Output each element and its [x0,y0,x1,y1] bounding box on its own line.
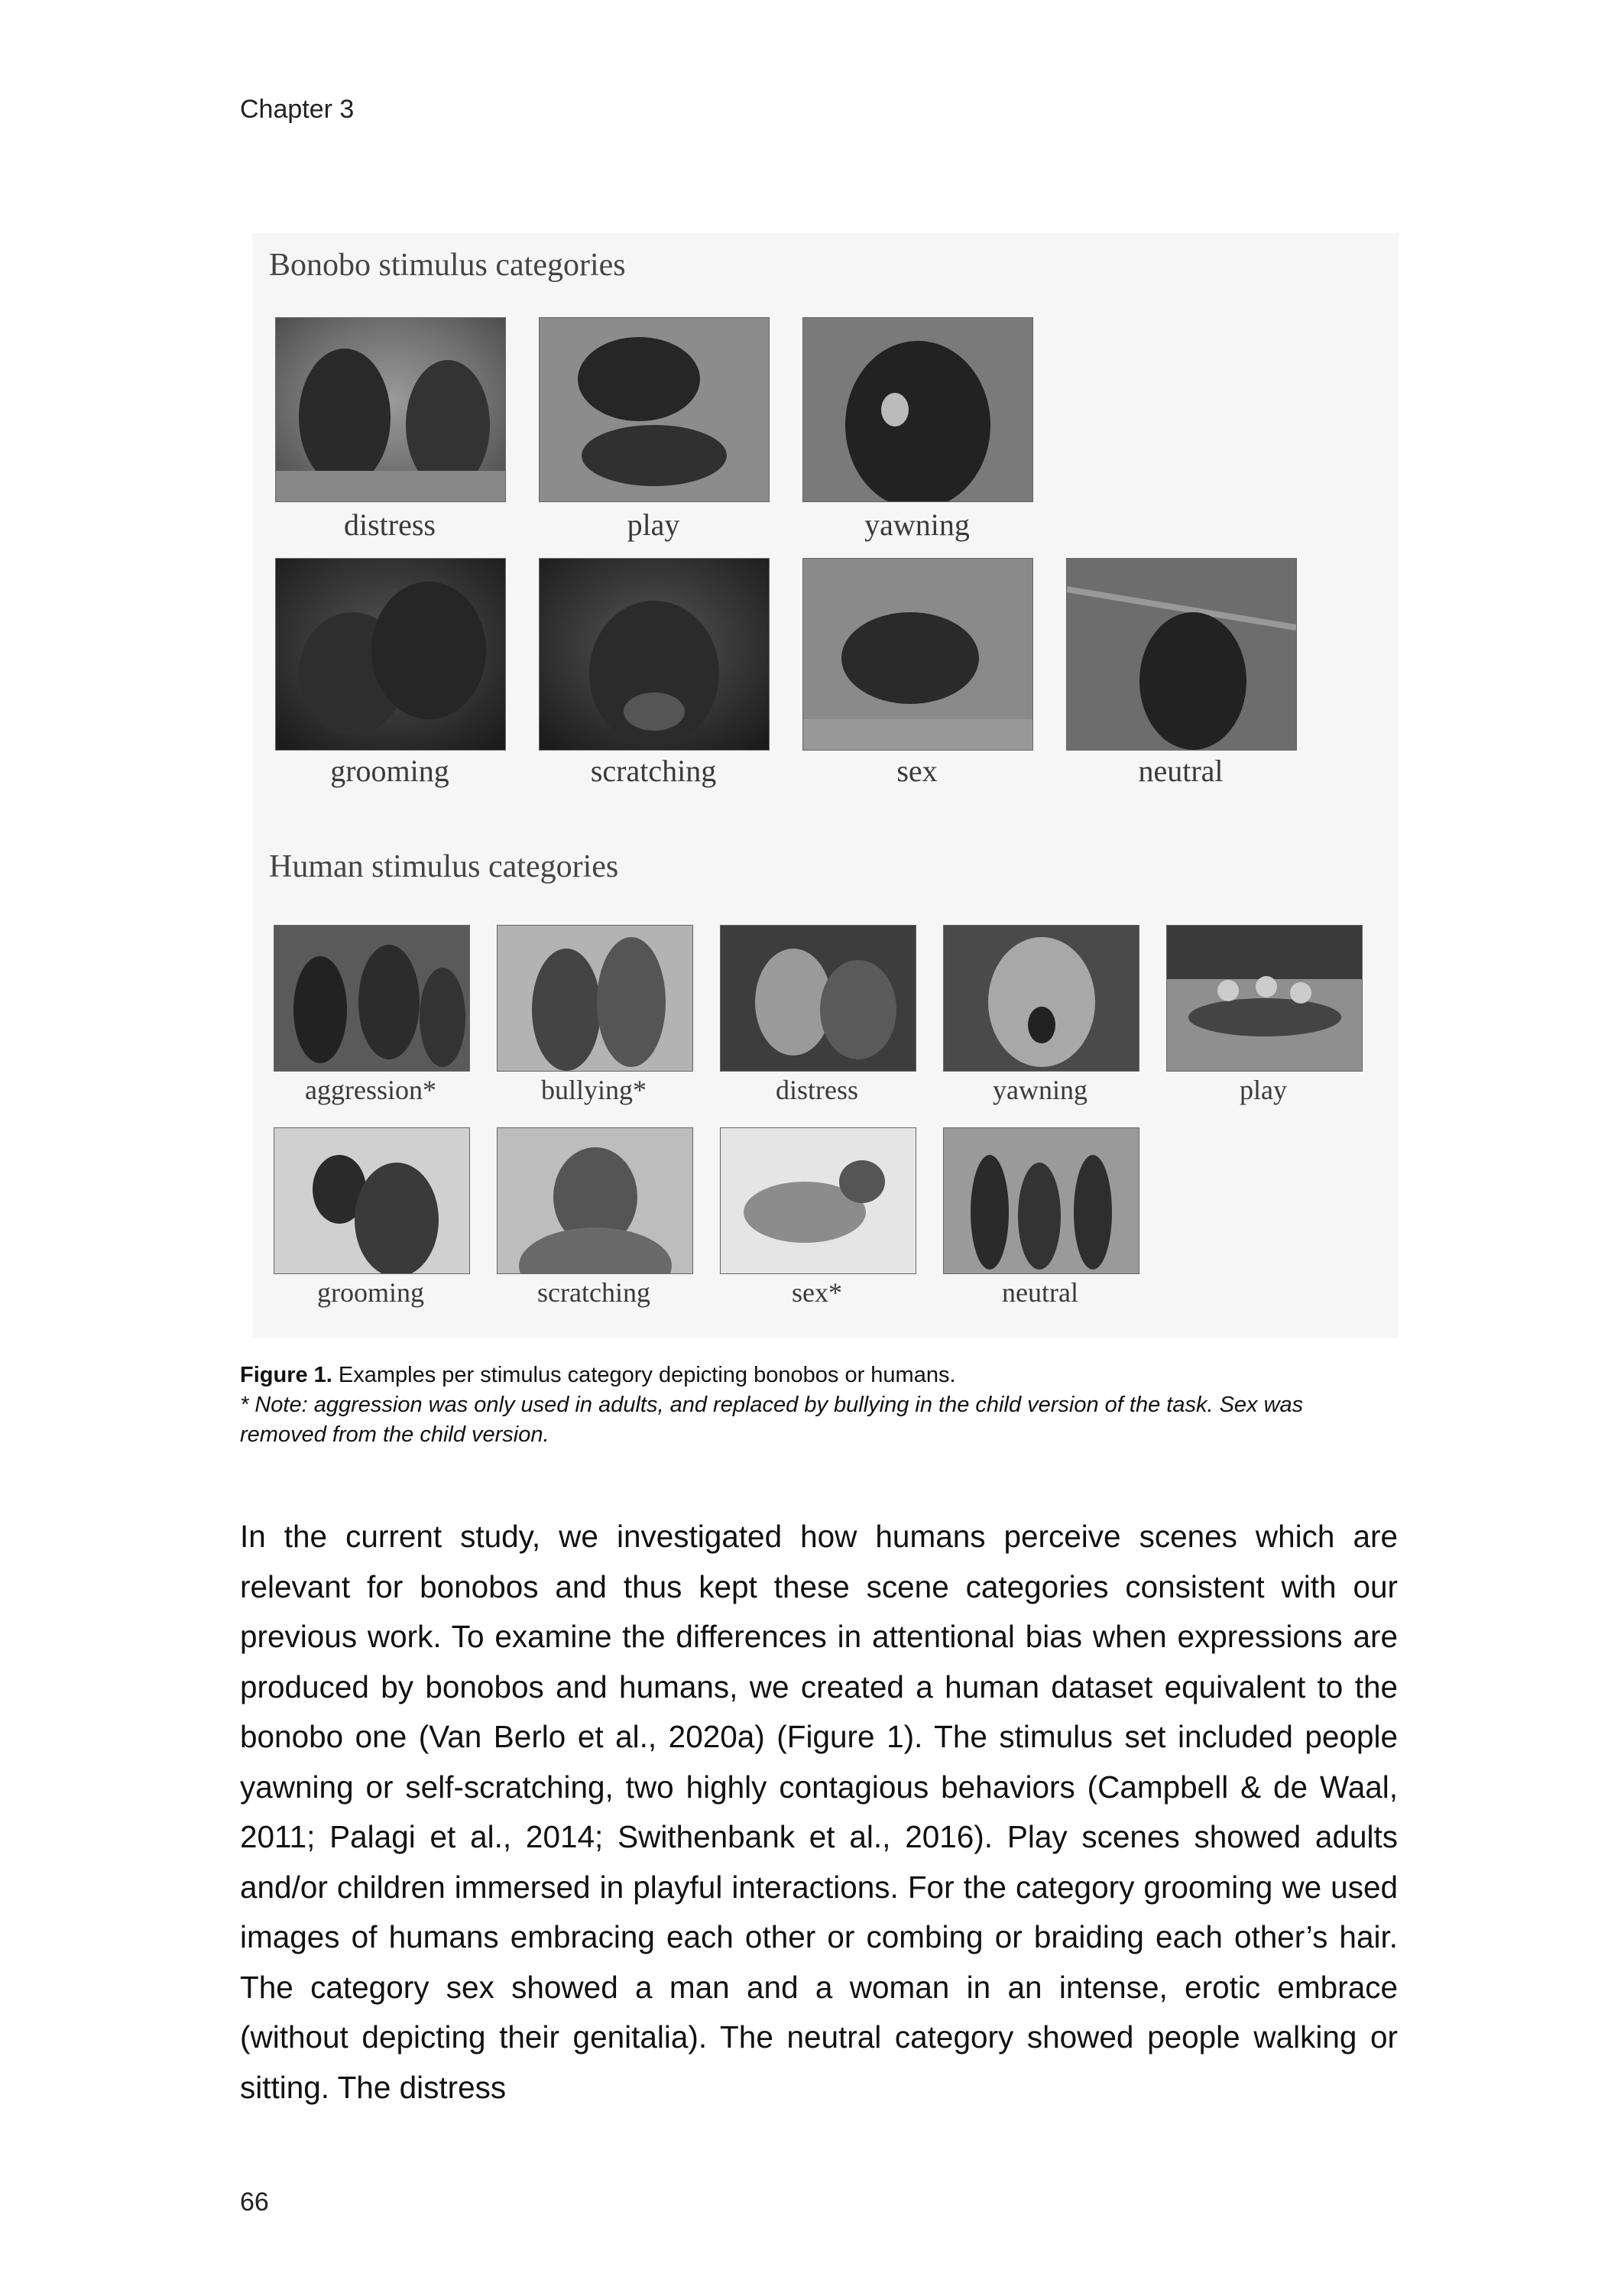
human-grooming-photo [274,1127,470,1274]
human-label-scratching: scratching [537,1277,650,1308]
human-yawning-photo [943,925,1139,1072]
bonobo-neutral-photo [1066,558,1297,751]
running-head: Chapter 3 [240,95,355,124]
figure-1 [252,233,1399,1338]
bonobo-label-yawning: yawning [864,508,970,542]
human-play-photo [1166,925,1363,1072]
body-paragraph: In the current study, we investigated how humans perceive scenes which are relevant for bonobos and thus kept these scene categories consistent with our previous work. To examine the differences in attentional bias when expressions are produced by bonobos and humans, we created a human dataset equivalent to the bonobo one (Van Berlo et al., 2020a) (Figure 1). The stimulus set included people yawning or self-scratching, two highly contagious behaviors (Campbell & de Waal, 2011; Palagi et al., 2014; Swithenbank et al., 2016). Play scenes showed adults and/or children immersed in playful interactions. For the category grooming we used images of humans embracing each other or combing or braiding each other’s hair. The category sex showed a man and a woman in an intense, erotic embrace (without depicting their genitalia). The neutral category showed people walking or sitting. The distress [240,1519,1398,2105]
human-section-title: Human stimulus categories [269,849,619,884]
caption-note: * Note: aggression was only used in adults, and replaced by bullying in the child version of the task. Sex was removed from the child version. [240,1393,1304,1447]
figure-caption [240,1361,1394,1450]
human-neutral-photo [943,1127,1139,1274]
bonobo-label-sex: sex [896,754,938,788]
page-number: 66 [240,2188,269,2217]
human-label-sex: sex* [792,1277,842,1308]
human-label-yawning: yawning [993,1075,1088,1105]
bonobo-scratching-photo [539,558,770,751]
human-label-neutral: neutral [1002,1277,1078,1308]
human-label-play: play [1240,1075,1287,1105]
bonobo-label-neutral: neutral [1138,754,1224,788]
human-label-grooming: grooming [317,1277,424,1308]
caption-text: Examples per stimulus category depicting bonobos or humans. [332,1363,956,1387]
bonobo-section-title: Bonobo stimulus categories [269,248,626,283]
human-label-bullying: bullying* [540,1075,647,1105]
human-aggression-photo [274,925,470,1072]
figure-label: Figure 1. [240,1363,332,1387]
bonobo-play-photo [539,317,770,502]
bonobo-label-distress: distress [344,508,436,542]
bonobo-sex-photo [802,558,1033,751]
human-sex-photo [720,1127,916,1274]
human-label-aggression: aggression* [305,1075,436,1105]
bonobo-yawning-photo [802,317,1033,502]
human-scratching-photo [497,1127,693,1274]
bonobo-grooming-photo [275,558,506,751]
bonobo-label-play: play [627,508,680,542]
human-bullying-photo [497,925,693,1072]
bonobo-label-grooming: grooming [330,754,449,788]
bonobo-distress-photo [275,317,506,502]
human-label-distress: distress [776,1075,858,1105]
bonobo-label-scratching: scratching [590,754,717,788]
human-distress-photo [720,925,916,1072]
